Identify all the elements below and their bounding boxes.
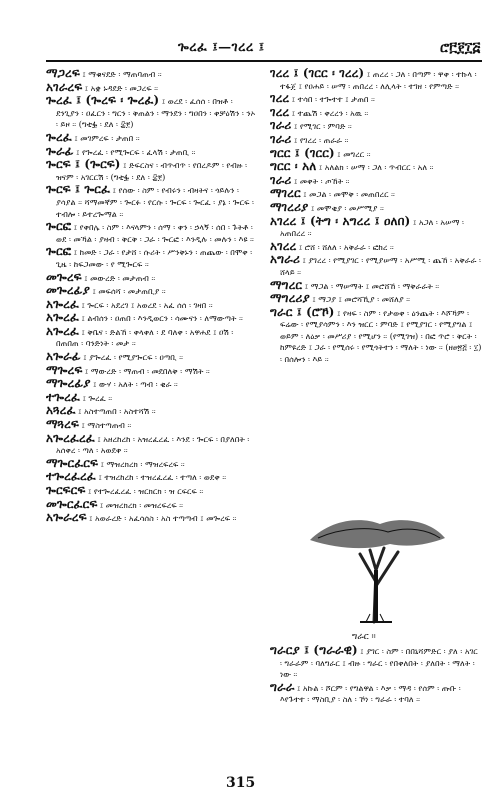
entry-definition: ፤ ጠረረ ፡ ጋለ ፡ በጣም ፡ ዋቀ ፡ ተኩላ ፡ ተፋጀ ፤ የዐሐይ ፡ ሠማ ፡ ጠበረረ ፡ ለሊላት ፡ ተገዘ ፡ የምጣድ ። [280, 69, 477, 91]
entry-definition: ፤ የተጐረፈረፈ ፡ ዝርክርክ ፡ ዝ ርፍርፍ ። [85, 486, 204, 496]
entry-definition: ፤ ጐርፍ ፡ አደረገ ፤ አወረደ ፡ አፈ ሰሰ ፡ ገዛበ ። [78, 299, 213, 310]
entry-definition: ፤ አወራረድ ፡ አፈሳሰስ ፡ አስ ተጣጣብ ፤ መጐረፍ ። [86, 513, 237, 524]
entry-definition: ፤ ውሃ ፡ አለት ፡ ጣብ ፡ ቂራ ። [90, 379, 178, 390]
dictionary-entry [46, 95, 258, 131]
entry-definition: ፤ መግረር ። [334, 148, 371, 159]
entry-headword: አጐራፊ [46, 349, 81, 364]
dictionary-entry [270, 93, 482, 106]
running-head: ጐረፈ ፤—ገረረ ፤ [178, 40, 265, 55]
entry-definition: ፤ አለልክ ፡ ሠማ ፡ ጋለ ፡ ጥብርር ፡ አለ ። [316, 162, 434, 173]
header-rule [46, 60, 482, 62]
dictionary-entry [270, 120, 482, 133]
dictionary-entry [270, 679, 482, 706]
dictionary-entry [270, 213, 482, 240]
entry-headword: ግርር ፤ (ገርር) [270, 145, 335, 160]
dictionary-entry [46, 184, 258, 220]
entry-headword: አጐረፈ [46, 310, 79, 325]
entry-definition: ፤ የጐረፈ ፡ የሚጐርፍ ፡ ፈላሽ ፡ ታጠቢ ። [73, 146, 196, 157]
entry-definition: ፤ ከመድ ፡ ጋራ ፡ የታሸ ፡ ሱሪት ፡ ሥንቅኑን ፡ ጠጨው ፡ በሞቀ ፡ ጊዜ ፡ ከፍጋመው ፡ የ ሚጐርፍ ። [56, 247, 253, 269]
entry-definition: ፤ ማስተጣጠብ ። [78, 420, 132, 431]
entry-definition: ፤ መገምረፍ ፡ ታጠበ ። [71, 132, 140, 143]
entry-definition: ፤ ቅቤና ፡ ድልኸ ፡ ቀላቀለ ፡ ደ ባለቀ ፡ አዋሐደ ፤ ዐሽ ፡ በጠበጠ ፡ ባንድነት ፡ መታ ። [56, 326, 234, 349]
entry-headword: ጐርፍ ፤ (ጐርፍ) [46, 157, 121, 172]
entry-definition: ፤ ልብሰን ፡ ዐጠበ ፡ እንዲወርን ፡ ሳሙናን ፡ ለማውጣት ። [78, 313, 243, 324]
dictionary-entry [46, 246, 258, 270]
entry-headword: ማጓረፍ [46, 417, 79, 432]
entry-headword: ግራራ [270, 679, 295, 694]
acacia-tree-figure [300, 510, 450, 628]
left-column [46, 68, 258, 736]
dictionary-entry [270, 161, 482, 174]
entry-headword: አጐረፈ [46, 296, 79, 311]
entry-headword: ግርር ፡ አለ [270, 159, 317, 174]
entry-headword: መጐርፈርፍ [46, 496, 98, 511]
dictionary-entry [270, 238, 482, 254]
dictionary-entry [270, 68, 482, 92]
entry-definition: ፤ ማዝረክረክ ፡ ማዝረፍረፍ ። [98, 458, 185, 469]
entry-headword: አግራሪ [270, 252, 300, 267]
entry-headword: አጐረፈረፈ [46, 430, 95, 445]
dictionary-entry [46, 129, 258, 145]
entry-headword: ግራር ፤ (ሮኾ) [270, 304, 335, 319]
page-number: 315 [226, 775, 256, 791]
entry-definition: ፤ ማውረድ ፡ ማጠብ ፡ መደበለቅ ፡ ማሽት ። [82, 365, 210, 376]
entry-headword: ጐርፎ [46, 219, 72, 234]
entry-definition: ፤ ያገር ፡ ስም ፡ በበኒሻምድር ፡ ያለ ፡ አገር ፡ ግራራም ፡ ባለግራር ፤ ብዙ ፡ ግራር ፡ የበቀለበት ፡ ያለበት ፡ ማለት ፡ ነው ። [280, 646, 478, 680]
dictionary-entry [270, 304, 482, 366]
dictionary-entry [46, 221, 258, 245]
entry-definition: ፤ ድፍርስና ፡ ብጥብጥ ፡ የበረዶም ፡ የብዙ ፡ ዝናም ፡ አገርርሽ ፡ (ግቲፏ ፡ ደለ ፡ ፰፻) [56, 160, 247, 182]
entry-headword: ማጐረፍ [46, 362, 83, 377]
acacia-tree-icon [300, 510, 450, 628]
right-column-bottom [270, 645, 482, 765]
entry-headword: ማግረሪያ [270, 291, 310, 306]
entry-definition: ፤ የገረረ ፡ ጠራራ ። [291, 134, 349, 145]
entry-definition: ፤ አጋለ ፡ አሠማ ፡ አጠበረረ ። [280, 216, 464, 239]
dictionary-entry [46, 389, 258, 405]
entry-headword: ጐራፊ [46, 143, 74, 158]
entry-headword: ገራሪ [270, 118, 292, 133]
entry-definition: ፤ ተጨሽ ፡ ቀረረን ፡ አዉ ። [289, 107, 369, 118]
entry-definition: ፤ የሚገር ፡ ምባድ ። [291, 121, 352, 132]
dictionary-entry [46, 323, 258, 350]
entry-headword: መጐረፍ [46, 269, 82, 284]
entry-headword: አጐረፈ [46, 323, 79, 338]
entry-definition: ፤ ማጋያ ፤ መሮሻኺያ ፡ መሸለያ ። [309, 294, 411, 305]
entry-headword: ማግረር [270, 277, 303, 292]
dictionary-entry [46, 159, 258, 183]
entry-headword: አጐራረፍ [46, 510, 87, 525]
entry-definition: ፤ ያገረረ ፡ የሚያገር ፡ የሚያሠማ ፡ አሥሚ ፡ ጨኸ ፡ አቅራራ ፡ ሸላይ ። [280, 255, 481, 277]
entry-headword: ማገረሪያ [270, 199, 309, 214]
entry-headword: ገረረ [270, 91, 290, 106]
dictionary-entry [46, 430, 258, 457]
entry-headword: ግራርያ ፤ (ግራራዊ) [270, 645, 358, 657]
entry-headword: አገራረፍ [46, 79, 83, 94]
entry-definition: ፤ መጋል ፡ መሞቅ ፡ መጠበረር ። [300, 189, 395, 200]
entry-definition: ፤ መዝረክረክ ፡ መዝረፍረፍ ። [97, 499, 184, 510]
entry-definition: ፤ የዛፍ ፡ ስም ፡ የታወቀ ፡ ዕንጨት ፡ እሾኻም ፡ ፍሬው ፡ የሚያሳምን ፡ እን ዝርር ፡ ምባድ ፤ የሚያገር ፡ የሚያግል ፤ ወይም ፡ ለዕቃ ፡ መሥሪያ ፡ የሚሆን ። (የሚገዝ) ፡ በፎ ጥሮ ፡ ቅርት ፡ ከምዩረድ ፤ ጋራ ፡ የሚሰሩ ፡ የሚጎትተን ፡ ማለት ፡ ነው ። (ዘፀ፳፭ ፡ ፲) ፡ በሰሎን ፡ እይ ። [280, 307, 482, 365]
entry-definition: ፤ ተሳበ ፡ ተጐተተ ፤ ታጠበ ። [289, 94, 375, 105]
figure-caption: ግራር ። [352, 632, 376, 642]
entry-headword: ጐርፍርፍ [46, 483, 86, 497]
entry-headword: ጐረፈ [46, 129, 72, 144]
entry-headword: አገረረ ፤ (ትግ ፡ አግረረ ፤ ዐለበ) [270, 213, 411, 228]
dictionary-entry [46, 512, 258, 525]
entry-headword: ማገረር [270, 186, 301, 201]
entry-headword: ገረረ [270, 104, 290, 119]
entry-headword: ተጐረፈ [46, 389, 80, 404]
entry-headword: ጐረፈ ፤ (ጐረፍ ፡ ጐረፈ) [46, 93, 160, 108]
entry-definition: ፤ ያጐረፈ ፡ የሚያጐርፍ ፡ ዐጣቢ ። [80, 352, 183, 363]
entry-definition: ፤ የቀበሌ ፡ ስም ፡ እናላምን ፡ ሰማ ፡ ቀን ፡ ኃላኝ ፡ ሰበ ፡ ጉትቶ ፡ ወደ ፡ መኻል ፡ ያዛብ ፡ ቅርቅ ፡ ጋራ ፡ ጐርፎ ፡ እንዲሉ ፡ መሉን ፡ እዩ ። [56, 222, 254, 244]
entry-definition: ፤ ተዝረከረከ ፡ ተዝረፈረፈ ፡ ተጣለ ፡ ወደቀ ። [95, 472, 227, 483]
entry-headword: ገራሪ [270, 131, 292, 146]
entry-definition: ፤ መፍሰሻ ፡ መታጠቢያ ። [89, 286, 166, 297]
entry-headword: አጓረፈ [46, 403, 76, 418]
entry-headword: ማጐረፊያ [46, 376, 91, 391]
entry-headword: ገረረ ፤ (ገርር ፡ ገረረ) [270, 68, 365, 80]
entry-definition: ፤ አስተጣጠበ ፡ አስተሻሽ ። [75, 406, 156, 417]
entry-definition: ፤ ወረደ ፡ ፈሰሰ ፡ በዝቶ ፡ ደንጊያን ፡ ዐፈርን ፡ ግርን ፡ ቅጠልን ፡ ማንደን ፡ ግዐበን ፡ ቀቻዕሽን ፡ ንኦ ፡ ይዞ ። (ግቲፏ ፡ ደለ ፡ ፰፻) [56, 96, 256, 130]
entry-definition: ፤ አቋ ኑዳደድ ፡ መጋረፍ ። [82, 82, 159, 93]
dictionary-entry [270, 104, 482, 120]
entry-headword: ማጐርፈርፍ [46, 455, 99, 470]
entry-definition: ፤ አዘረከረከ ፡ አዝረፈረፈ ፡ እንደ ፡ ጐርፍ ፡ በያለበት ፡ አሰቀረ ፡ ጣለ ፡ አወደቀ ። [56, 433, 250, 456]
entry-definition: ፤ ማቁናደድ ፡ ማጠባጠብ ። [79, 69, 162, 79]
entry-headword: ገራሪ [270, 172, 292, 187]
entry-headword: ተጐረፈረፈ [46, 469, 96, 484]
entry-headword: ጐርፍ ፤ ጐርፈ [46, 182, 111, 197]
page-code: ሮ፫፻፲፭ [440, 40, 481, 56]
entry-headword: ጐርፎ [46, 244, 72, 259]
right-column [270, 68, 482, 558]
entry-headword: አገረረ [270, 238, 297, 253]
entry-definition: ፤ የሰው ፡ ስም ፡ የብሩን ፡ ብዛትና ፡ ጎይሉን ፡ ያሳያል ። ሻማመኛም ፡ ጐርፉ ፡ የርሱ ፡ ጐርፍ ፡ ጐርፈ ፡ ያኔ ፡ ጐርፍ ፡ ተብሎ ፡ ይተረጐማል ። [56, 185, 254, 219]
entry-definition: ፤ ማጋል ፡ ማሠማት ፤ መሮሸኸ ፡ ማቅራራት ። [302, 280, 440, 291]
entry-headword: ማጋረፍ [46, 68, 80, 80]
entry-definition: ፤ ሮሸ ፡ ሸለለ ፡ አቅራራ ፡ ፎከረ ። [296, 241, 394, 252]
entry-definition: ፤ ጐረፈ ። [80, 392, 113, 403]
dictionary-entry [270, 254, 482, 278]
entry-definition: ፤ አኩል ፡ ሾርም ፡ የግልዋል ፡ እቃ ፡ ማዳ ፡ የሰም ፡ ጡቡ ፡ እየጉተተ ፡ ማስቢያ ፡ ስለ ፡ ኾነ ፡ ግራራ ፡ ተባለ ። [280, 682, 461, 705]
dictionary-entry [270, 172, 482, 188]
entry-definition: ፤ መሞቂያ ፡ መሥሚያ ። [308, 202, 384, 213]
entry-headword: መጐረፊያ [46, 283, 90, 298]
entry-definition: ፤ መቀት ፡ ጦኸት ። [291, 175, 350, 186]
dictionary-entry [270, 645, 482, 681]
page-header [0, 0, 498, 60]
entry-definition: ፤ መውረድ ፡ መታጠብ ። [81, 272, 156, 283]
